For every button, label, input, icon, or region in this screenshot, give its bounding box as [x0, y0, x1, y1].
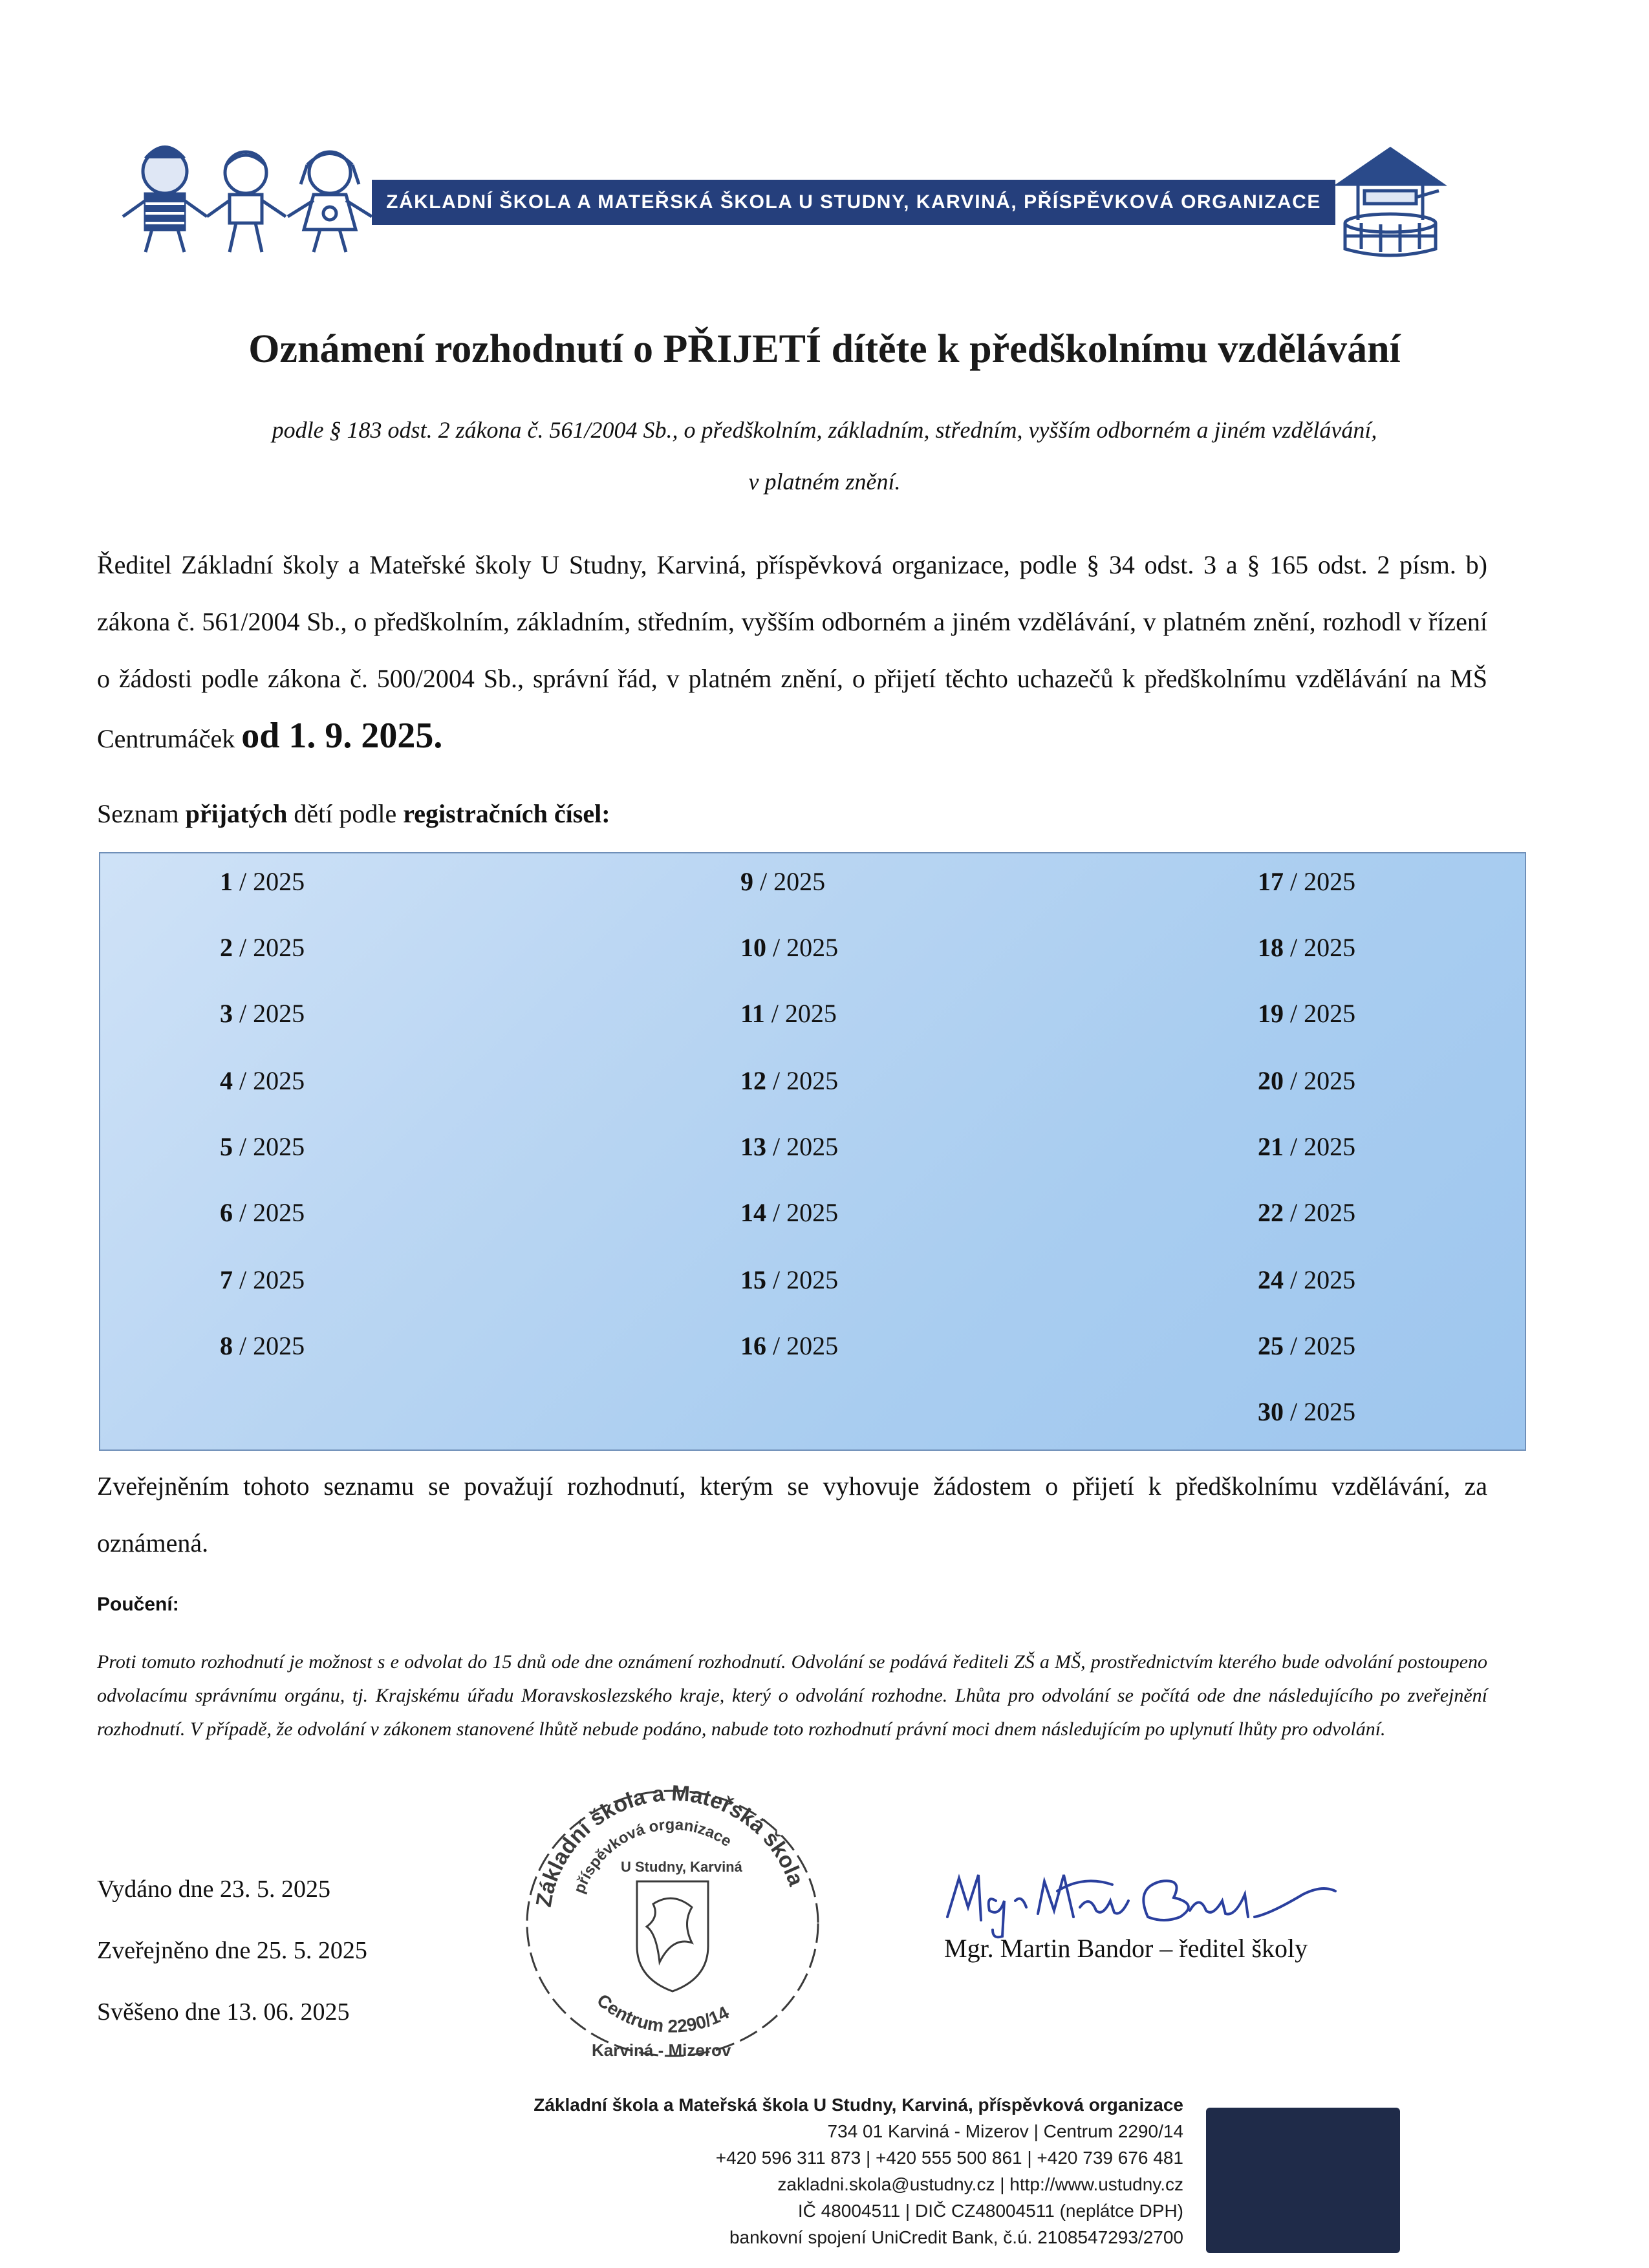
registration-number: 8 / 2025	[220, 1331, 305, 1360]
registration-number: 6 / 2025	[220, 1198, 305, 1227]
removed-date: Svěšeno dne 13. 06. 2025	[97, 1998, 350, 2026]
decision-paragraph	[97, 537, 1487, 767]
registration-number: 24 / 2025	[1258, 1265, 1356, 1294]
school-name-banner: ZÁKLADNÍ ŠKOLA A MATEŘSKÁ ŠKOLA U STUDNY, KARVINÁ, PŘÍSPĚVKOVÁ ORGANIZACE	[372, 180, 1335, 225]
list-heading-text-1: Seznam	[97, 799, 186, 828]
registration-number: 7 / 2025	[220, 1265, 305, 1294]
registration-number: 10 / 2025	[740, 933, 839, 962]
stamp-bottom-text: Centrum 2290/14	[593, 1989, 733, 2037]
footer-line: zakladni.skola@ustudny.cz | http://www.ustudny.cz	[777, 2174, 1183, 2194]
footer-qr-box	[1206, 2108, 1400, 2253]
list-heading-bold-1: přijatých	[185, 799, 288, 828]
registration-number: 1 / 2025	[220, 867, 305, 896]
list-heading	[97, 798, 610, 829]
instruction-text: Proti tomuto rozhodnutí je možnost s e odvolat do 15 dnů ode dne oznámení rozhodnutí. Odvolání se podává řediteli ZŠ a MŠ, prostřednictvím kterého bude odvolání postoupeno odvolacímu správnímu orgánu, tj. Krajskému úřadu Moravskoslezského kraje, který o odvolání rozhodne. Lhůta pro odvolání se počítá ode dne následujícího po zveřejnění rozhodnutí. V případě, že odvolání v zákonem stanovené lhůtě nebude podáno, nabude toto rozhodnutí právní moci dnem následujícím po uplynutí lhůty pro odvolání.	[97, 1651, 1487, 1740]
registration-number: 9 / 2025	[740, 867, 826, 896]
subtitle-line-2: v platném znění.	[748, 469, 901, 495]
footer-line: 734 01 Karviná - Mizerov | Centrum 2290/14	[827, 2121, 1183, 2141]
registration-number: 16 / 2025	[740, 1331, 839, 1360]
start-date: od 1. 9. 2025	[241, 716, 434, 756]
list-heading-bold-2: registračních čísel:	[403, 799, 610, 828]
stamp-middle-text: příspěvková organizace	[570, 1815, 735, 1896]
registration-number: 15 / 2025	[740, 1265, 839, 1294]
school-logo-children	[116, 126, 388, 259]
decision-period: .	[433, 716, 443, 756]
stamp-outer-text: Základní škola a Mateřská škola	[531, 1784, 809, 1909]
legal-basis-subtitle	[97, 404, 1552, 508]
registration-numbers-box	[99, 852, 1526, 1451]
document-title: Oznámení rozhodnutí o PŘIJETÍ dítěte k předškolnímu vzdělávání	[248, 327, 1401, 371]
signer-name: Mgr. Martin Bandor – ředitel školy	[944, 1934, 1308, 1963]
subtitle-line-1: podle § 183 odst. 2 zákona č. 561/2004 Sb., o předškolním, základním, středním, vyšším odborném a jiném vzdělávání,	[272, 417, 1377, 443]
footer-line: Základní škola a Mateřská škola U Studny, Karviná, příspěvková organizace	[534, 2095, 1183, 2115]
footer-line: +420 596 311 873 | +420 555 500 861 | +420 739 676 481	[715, 2148, 1183, 2168]
registration-number: 19 / 2025	[1258, 999, 1356, 1028]
registration-number: 4 / 2025	[220, 1066, 305, 1095]
issued-date: Vydáno dne 23. 5. 2025	[97, 1876, 330, 1903]
registration-number: 18 / 2025	[1258, 933, 1356, 962]
registration-number: 30 / 2025	[1258, 1397, 1356, 1426]
registration-number: 20 / 2025	[1258, 1066, 1356, 1095]
stamp-inner-text: U Studny, Karviná	[621, 1859, 742, 1875]
list-heading-text-2: dětí podle	[287, 799, 404, 828]
registration-number: 14 / 2025	[740, 1198, 839, 1227]
decision-text: Ředitel Základní školy a Mateřské školy U Studny, Karviná, příspěvková organizace, podle § 34 odst. 3 a § 165 odst. 2 písm. b) zákona č. 561/2004 Sb., o předškolním, základním, středním, vyšším odborném a jiném vzdělávání, v platném znění, rozhodl v řízení o žádosti podle zákona č. 500/2004 Sb., správní řád, v platném znění, o přijetí těchto uchazečů k předškolnímu vzdělávání na MŠ Centrumáček	[97, 550, 1487, 753]
registration-number: 2 / 2025	[220, 933, 305, 962]
registration-number: 25 / 2025	[1258, 1331, 1356, 1360]
registration-number: 21 / 2025	[1258, 1132, 1356, 1161]
registration-number: 12 / 2025	[740, 1066, 839, 1095]
publication-notice: Zveřejněním tohoto seznamu se považují rozhodnutí, kterým se vyhovuje žádostem o přijetí k předškolnímu vzdělávání, za oznámená.	[97, 1471, 1487, 1557]
instruction-label: Poučení:	[97, 1594, 179, 1615]
registration-number: 13 / 2025	[740, 1132, 839, 1161]
footer-line: bankovní spojení UniCredit Bank, č.ú. 2108547293/2700	[729, 2227, 1183, 2247]
school-stamp	[517, 1784, 828, 2062]
footer-line: IČ 48004511 | DIČ CZ48004511 (neplátce DPH)	[797, 2201, 1183, 2221]
registration-number: 11 / 2025	[740, 999, 837, 1028]
registration-number: 17 / 2025	[1258, 867, 1356, 896]
stamp-bottom-text-2: Karviná - Mizerov	[592, 2040, 731, 2060]
registration-number: 3 / 2025	[220, 999, 305, 1028]
registration-number: 22 / 2025	[1258, 1198, 1356, 1227]
well-logo-icon	[1332, 145, 1449, 259]
footer-contact	[362, 2091, 1183, 2251]
handwritten-signature	[941, 1856, 1342, 1946]
registration-number: 5 / 2025	[220, 1132, 305, 1161]
published-date: Zveřejněno dne 25. 5. 2025	[97, 1937, 367, 1964]
